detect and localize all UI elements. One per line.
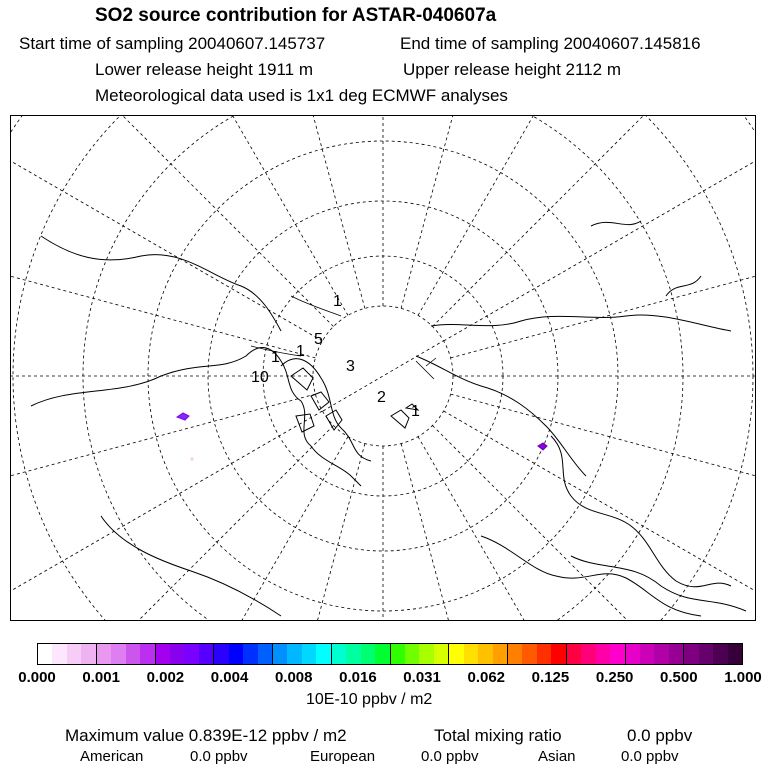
lower-release-height: Lower release height 1911 m bbox=[95, 60, 313, 79]
colorbar-segment bbox=[596, 644, 610, 664]
upper-release-height: Upper release height 2112 m bbox=[403, 60, 621, 79]
colorbar-tick-label: 0.031 bbox=[403, 669, 441, 686]
contour-label: 1 bbox=[296, 343, 305, 360]
contour-label: 1 bbox=[411, 403, 420, 420]
meridian-line bbox=[33, 116, 348, 315]
colorbar-segment bbox=[493, 644, 508, 664]
colorbar-segment bbox=[640, 644, 654, 664]
colorbar-segment bbox=[81, 644, 96, 664]
colorbar-tick-label: 0.125 bbox=[531, 669, 570, 686]
colorbar-segment bbox=[728, 644, 742, 664]
colorbar-segment bbox=[699, 644, 713, 664]
asian-label: Asian bbox=[538, 748, 576, 765]
meridian-line bbox=[11, 195, 315, 358]
contour-label: 10 bbox=[251, 369, 269, 386]
so2-plumes bbox=[177, 413, 547, 461]
colorbar-segment bbox=[229, 644, 243, 664]
colorbar-tick-label: 0.016 bbox=[339, 669, 377, 686]
lat-lon-grid bbox=[11, 116, 755, 620]
contour-label: 1 bbox=[333, 293, 342, 310]
colorbar-segment bbox=[214, 644, 228, 664]
meridian-line bbox=[444, 116, 755, 341]
colorbar-segment bbox=[156, 644, 170, 664]
contour-label: 3 bbox=[346, 358, 355, 375]
meridian-line bbox=[11, 411, 322, 620]
colorbar-segment bbox=[97, 644, 111, 664]
european-value: 0.0 ppbv bbox=[421, 748, 479, 765]
contour-line bbox=[416, 358, 436, 379]
meridian-line bbox=[11, 116, 322, 341]
colorbar-segment bbox=[111, 644, 125, 664]
colorbar-segment bbox=[581, 644, 595, 664]
coastline-scandinavia bbox=[416, 356, 586, 476]
meridian-line bbox=[432, 425, 755, 620]
colorbar-segment bbox=[332, 644, 346, 664]
colorbar-segment bbox=[537, 644, 551, 664]
colorbar-segment bbox=[449, 644, 463, 664]
colorbar-segment bbox=[243, 644, 257, 664]
contour-label: 5 bbox=[314, 331, 323, 348]
colorbar-segment bbox=[464, 644, 478, 664]
colorbar-segment bbox=[302, 644, 316, 664]
contour-labels bbox=[251, 293, 420, 420]
contour-label: 2 bbox=[377, 389, 386, 406]
colorbar-segment bbox=[67, 644, 81, 664]
colorbar-segment bbox=[551, 644, 566, 664]
end-time: End time of sampling 20040607.145816 bbox=[400, 34, 701, 53]
so2-plume bbox=[538, 443, 547, 450]
coastlines bbox=[31, 221, 746, 616]
polar-map bbox=[10, 115, 756, 621]
colorbar-segment bbox=[170, 644, 184, 664]
colorbar-tick-label: 0.500 bbox=[660, 669, 698, 686]
colorbar-segment bbox=[684, 644, 698, 664]
colorbar-tick-label: 0.001 bbox=[82, 669, 120, 686]
page-title: SO2 source contribution for ASTAR-040607a bbox=[95, 5, 497, 26]
colorbar-segment bbox=[654, 644, 668, 664]
meridian-line bbox=[202, 444, 365, 620]
colorbar-tick-label: 0.062 bbox=[467, 669, 506, 686]
max-value: Maximum value 0.839E-12 ppbv / m2 bbox=[65, 726, 347, 745]
colorbar bbox=[37, 643, 743, 665]
meridian-line bbox=[401, 444, 564, 620]
meridian-line bbox=[11, 116, 334, 327]
latitude-circle bbox=[313, 306, 453, 446]
map-canvas bbox=[11, 116, 755, 620]
colorbar-segment bbox=[316, 644, 331, 664]
so2-plume bbox=[177, 413, 189, 420]
colorbar-unit: 10E-10 ppbv / m2 bbox=[306, 691, 433, 708]
colorbar-tick-label: 0.000 bbox=[18, 669, 56, 686]
coastline-arctic-islands bbox=[291, 368, 342, 432]
colorbar-segment bbox=[38, 644, 52, 664]
coastline-north-america-east bbox=[101, 516, 281, 616]
american-label: American bbox=[80, 748, 144, 765]
colorbar-segment bbox=[713, 644, 727, 664]
meridian-line bbox=[451, 195, 755, 358]
colorbar-segment bbox=[258, 644, 273, 664]
meridian-line bbox=[33, 437, 348, 620]
colorbar-segment bbox=[610, 644, 625, 664]
colorbar-tick-label: 0.008 bbox=[274, 669, 313, 686]
colorbar-segment bbox=[140, 644, 155, 664]
colorbar-segment bbox=[361, 644, 375, 664]
colorbar-segment bbox=[273, 644, 287, 664]
colorbar-segment bbox=[405, 644, 419, 664]
coastline-alaska bbox=[41, 236, 281, 331]
meridian-line bbox=[451, 394, 755, 557]
colorbar-segment bbox=[669, 644, 684, 664]
colorbar-segment bbox=[419, 644, 433, 664]
meridian-line bbox=[401, 116, 564, 308]
so2-plume bbox=[190, 457, 194, 461]
colorbar-segment bbox=[52, 644, 66, 664]
colorbar-tick-label: 0.004 bbox=[210, 669, 249, 686]
asian-value: 0.0 ppbv bbox=[621, 748, 679, 765]
meridian-line bbox=[11, 425, 334, 620]
colorbar-tick-label: 1.000 bbox=[724, 669, 762, 686]
colorbar-segment bbox=[199, 644, 214, 664]
european-label: European bbox=[310, 748, 376, 765]
total-mixing-ratio-value: 0.0 ppbv bbox=[627, 726, 693, 745]
contour-label: 1 bbox=[271, 349, 280, 366]
colorbar-segment bbox=[287, 644, 301, 664]
colorbar-segment bbox=[478, 644, 492, 664]
start-time: Start time of sampling 20040607.145737 bbox=[19, 34, 326, 53]
colorbar-segment bbox=[375, 644, 390, 664]
meridian-line bbox=[432, 116, 755, 327]
contour-lines bbox=[251, 296, 436, 379]
total-mixing-ratio-label: Total mixing ratio bbox=[434, 726, 562, 745]
colorbar-tick-label: 0.250 bbox=[595, 669, 634, 686]
meridian-line bbox=[444, 411, 755, 620]
colorbar-segment bbox=[346, 644, 360, 664]
met-data-note: Meteorological data used is 1x1 deg ECMWF analyses bbox=[95, 86, 508, 105]
american-value: 0.0 ppbv bbox=[190, 748, 248, 765]
colorbar-segment bbox=[626, 644, 640, 664]
coastline-canada bbox=[31, 348, 361, 486]
colorbar-tick-label: 0.002 bbox=[146, 669, 185, 686]
colorbar-segment bbox=[522, 644, 536, 664]
colorbar-segment bbox=[508, 644, 522, 664]
colorbar-segment bbox=[391, 644, 405, 664]
colorbar-segment bbox=[184, 644, 198, 664]
colorbar-segment bbox=[126, 644, 140, 664]
meridian-line bbox=[11, 394, 315, 557]
colorbar-segment bbox=[567, 644, 581, 664]
coastline-mediterranean bbox=[481, 536, 701, 616]
colorbar-segment bbox=[434, 644, 449, 664]
coastline-europe bbox=[551, 436, 731, 587]
